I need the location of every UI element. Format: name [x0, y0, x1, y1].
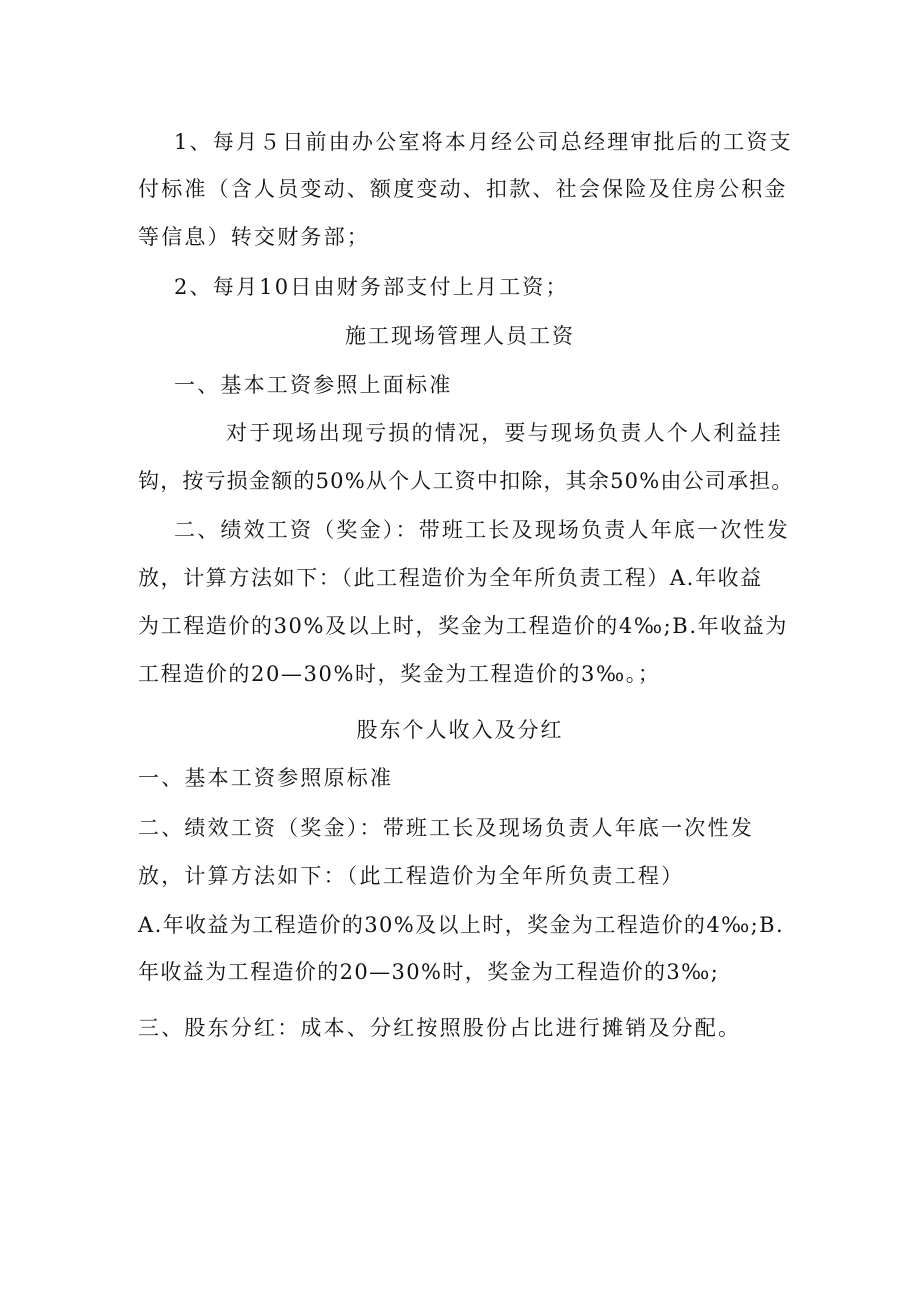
shareholder-perf-line2: 放，计算方法如下：（此工程造价为全年所负责工程）: [138, 864, 685, 888]
item1-line1: 1、每月５日前由办公室将本月经公司总经理审批后的工资支: [174, 130, 793, 154]
shareholder-dividend: 三、股东分红：成本、分红按照股份占比进行摊销及分配。: [138, 1016, 742, 1040]
item1-line2: 付标准（含人员变动、额度变动、扣款、社会保险及住房公积金: [138, 177, 788, 201]
site-loss-line1: 对于现场出现亏损的情况，要与现场负责人个人利益挂: [226, 421, 783, 445]
site-perf-line1: 二、绩效工资（奖金）：带班工长及现场负责人年底一次性发: [174, 518, 790, 542]
section-shareholder-title: 股东个人收入及分红: [356, 718, 564, 742]
shareholder-perf-line3: A.年收益为工程造价的30%及以上时，奖金为工程造价的4‰;B.: [138, 913, 785, 937]
site-perf-line3: 为工程造价的30%及以上时，奖金为工程造价的4‰;B.年收益为: [138, 614, 788, 638]
item2-line: 2、每月10日由财务部支付上月工资；: [174, 275, 569, 299]
shareholder-perf-line1: 二、绩效工资（奖金）：带班工长及现场负责人年底一次性发: [138, 816, 754, 840]
site-loss-line2: 钩，按亏损金额的50%从个人工资中扣除，其余50%由公司承担。: [138, 469, 794, 493]
section-site-title: 施工现场管理人员工资: [345, 324, 575, 348]
site-basic-salary: 一、基本工资参照上面标准: [174, 373, 453, 397]
shareholder-basic-salary: 一、基本工资参照原标准: [138, 766, 394, 790]
shareholder-perf-line4: 年收益为工程造价的20—30%时，奖金为工程造价的3‰;: [138, 960, 720, 984]
item1-line3: 等信息）转交财务部；: [138, 225, 370, 249]
site-perf-line2: 放，计算方法如下：（此工程造价为全年所负责工程）A.年收益: [138, 566, 763, 590]
site-perf-line4: 工程造价的20—30%时，奖金为工程造价的3‰。；: [138, 662, 661, 686]
